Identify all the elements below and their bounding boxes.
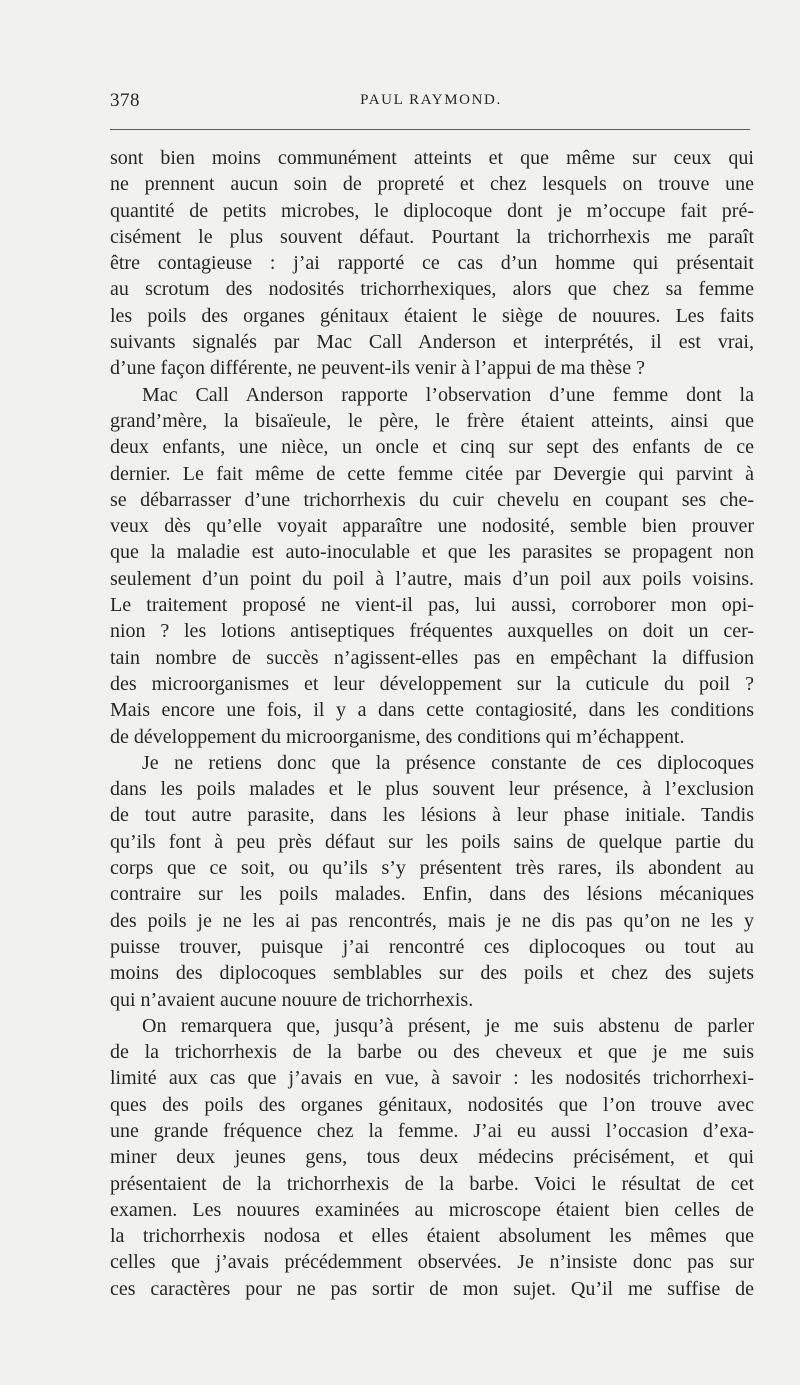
- text-line: nion ? les lotions antiseptiques fréquentes auxquelles on doit un cer-: [110, 620, 754, 643]
- text-line: de la trichorrhexis de la barbe ou des cheveux et que je me suis: [110, 1041, 754, 1064]
- text-line: dernier. Le fait même de cette femme citée par Devergie qui parvint à: [110, 462, 754, 485]
- running-head: [110, 90, 752, 116]
- text-line: miner deux jeunes gens, tous deux médecins précisément, et qui: [110, 1146, 754, 1169]
- text-line: une grande fréquence chez la femme. J’ai eu aussi l’occasion d’exa-: [110, 1119, 754, 1142]
- text-line: les poils des organes génitaux étaient le siège de nouures. Les faits: [110, 304, 754, 327]
- text-line: celles que j’avais précédemment observées. Je n’insiste donc pas sur: [110, 1251, 754, 1274]
- header-rule: [110, 129, 750, 130]
- text-line: seulement d’un point du poil à l’autre, mais d’un poil aux poils voisins.: [110, 567, 754, 590]
- paragraph: [110, 750, 754, 1013]
- text-line: Mais encore une fois, il y a dans cette contagiosité, dans les conditions: [110, 699, 754, 722]
- text-line: tain nombre de succès n’agissent-elles pas en empêchant la diffusion: [110, 646, 754, 669]
- text-line: ces caractères pour ne pas sortir de mon sujet. Qu’il me suffise de: [110, 1277, 754, 1300]
- text-line: cisément le plus souvent défaut. Pourtant la trichorrhexis me paraît: [110, 225, 754, 248]
- text-line: dans les poils malades et le plus souvent leur présence, à l’exclusion: [110, 778, 754, 801]
- paragraph: [110, 382, 754, 750]
- text-line: au scrotum des nodosités trichorrhexiques, alors que chez sa femme: [110, 278, 754, 301]
- text-line: présentaient de la trichorrhexis de la barbe. Voici le résultat de cet: [110, 1172, 754, 1195]
- page-number: 378: [110, 90, 140, 111]
- text-line: être contagieuse : j’ai rapporté ce cas d’un homme qui présentait: [110, 252, 754, 275]
- paragraph: [110, 145, 754, 382]
- paragraph: [110, 1013, 754, 1302]
- text-line: examen. Les nouures examinées au microscope étaient bien celles de: [110, 1198, 754, 1221]
- text-line: puisse trouver, puisque j’ai rencontré ces diplocoques ou tout au: [110, 935, 754, 958]
- text-line: que la maladie est auto-inoculable et que les parasites se propagent non: [110, 541, 754, 564]
- text-line: sont bien moins communément atteints et que même sur ceux qui: [110, 147, 754, 169]
- text-line: qui n’avaient aucune nouure de trichorrhexis.: [110, 988, 474, 1011]
- text-line: suivants signalés par Mac Call Anderson et interprétés, il est vrai,: [110, 331, 754, 354]
- text-line: ques des poils des organes génitaux, nodosités que l’on trouve avec: [110, 1093, 754, 1116]
- text-line: veux dès qu’elle voyait apparaître une nodosité, semble bien prouver: [110, 515, 754, 538]
- text-line: On remarquera que, jusqu’à présent, je me suis abstenu de parler: [142, 1014, 754, 1037]
- text-line: corps que ce soit, ou qu’ils s’y présentent très rares, ils abondent au: [110, 857, 754, 880]
- text-line: contraire sur les poils malades. Enfin, dans des lésions mécaniques: [110, 883, 754, 906]
- text-line: de tout autre parasite, dans les lésions à leur phase initiale. Tandis: [110, 804, 754, 827]
- body-text: [110, 145, 754, 1302]
- text-line: limité aux cas que j’avais en vue, à savoir : les nodosités trichorrhexi-: [110, 1067, 754, 1090]
- text-line: Je ne retiens donc que la présence constante de ces diplocoques: [142, 751, 754, 774]
- text-line: Le traitement proposé ne vient-il pas, lui aussi, corroborer mon opi-: [110, 594, 754, 617]
- text-line: ne prennent aucun soin de propreté et chez lesquels on trouve une: [110, 173, 754, 196]
- text-line: quantité de petits microbes, le diplocoque dont je m’occupe fait pré-: [110, 199, 754, 222]
- text-line: Mac Call Anderson rapporte l’observation d’une femme dont la: [142, 383, 754, 406]
- text-line: grand’mère, la bisaïeule, le père, le frère étaient atteints, ainsi que: [110, 409, 754, 432]
- text-line: deux enfants, une nièce, un oncle et cinq sur sept des enfants de ce: [110, 436, 754, 459]
- text-line: des poils je ne les ai pas rencontrés, mais je ne dis pas qu’on ne les y: [110, 909, 754, 932]
- text-line: qu’ils font à peu près défaut sur les poils sains de quelque partie du: [110, 830, 754, 853]
- running-title: PAUL RAYMOND.: [360, 92, 502, 108]
- text-line: se débarrasser d’une trichorrhexis du cuir chevelu en coupant ses che-: [110, 488, 754, 511]
- text-line: la trichorrhexis nodosa et elles étaient absolument les mêmes que: [110, 1225, 754, 1248]
- text-line: d’une façon différente, ne peuvent-ils venir à l’appui de ma thèse ?: [110, 357, 645, 380]
- text-line: des microorganismes et leur développement sur la cuticule du poil ?: [110, 672, 754, 695]
- text-line: de développement du microorganisme, des conditions qui m’échappent.: [110, 725, 685, 748]
- text-line: moins des diplocoques semblables sur des poils et chez des sujets: [110, 962, 754, 985]
